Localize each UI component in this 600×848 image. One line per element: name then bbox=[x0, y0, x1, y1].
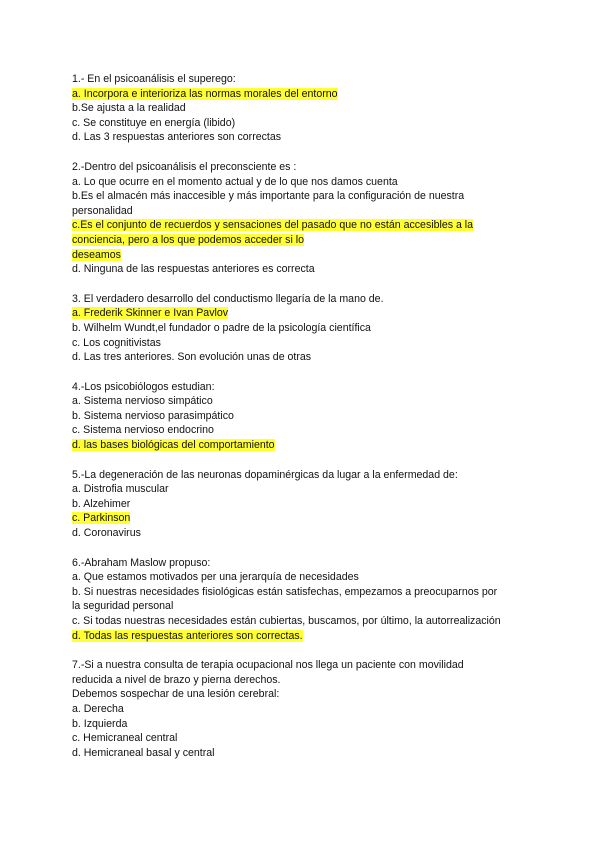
answer-option bbox=[72, 526, 512, 541]
answer-option-highlighted bbox=[72, 511, 512, 526]
answer-text: c. Si todas nuestras necesidades están cubiertas, buscamos, por último, la autorrealización bbox=[72, 615, 501, 627]
question-prompt: 7.-Si a nuestra consulta de terapia ocupacional nos llega un paciente con movilidad bbox=[72, 659, 464, 672]
answer-text: b. Izquierda bbox=[72, 717, 128, 730]
answer-option bbox=[72, 321, 512, 336]
answer-option bbox=[72, 746, 512, 761]
answer-option bbox=[72, 175, 512, 190]
answer-option bbox=[72, 497, 512, 512]
answer-text: d. Las tres anteriores. Son evolución unas de otras bbox=[72, 351, 312, 364]
question-prompt: reducida a nivel de brazo y pierna derechos. bbox=[72, 673, 281, 686]
answer-text: a. Incorpora e interioriza las normas morales del entorno bbox=[72, 87, 338, 100]
answer-option bbox=[72, 423, 512, 438]
answer-option bbox=[72, 130, 512, 145]
answer-text: c.Es el conjunto de recuerdos y sensaciones del pasado que no están accesibles a la bbox=[72, 219, 474, 232]
answer-option-highlighted bbox=[72, 233, 512, 248]
answer-text: la seguridad personal bbox=[72, 600, 174, 613]
answer-option bbox=[72, 189, 512, 204]
answer-option bbox=[72, 262, 512, 277]
question-prompt: 5.-La degeneración de las neuronas dopaminérgicas da lugar a la enfermedad de: bbox=[72, 468, 458, 481]
answer-option bbox=[72, 599, 512, 614]
answer-text: d. Las 3 respuestas anteriores son correctas bbox=[72, 131, 282, 144]
answer-option bbox=[72, 614, 512, 629]
question-2 bbox=[72, 160, 512, 277]
answer-option-highlighted bbox=[72, 629, 512, 644]
answer-option bbox=[72, 336, 512, 351]
answer-text: a. Frederik Skinner e Ivan Pavlov bbox=[72, 307, 229, 320]
question-prompt: 1.- En el psicoanálisis el superego: bbox=[72, 73, 236, 85]
answer-option bbox=[72, 702, 512, 717]
question-prompt: 2.-Dentro del psicoanálisis el preconsciente es : bbox=[72, 160, 297, 173]
answer-text: c. Sistema nervioso endocrino bbox=[72, 424, 214, 437]
question-prompt: 3. El verdadero desarrollo del conductismo llegaría de la mano de. bbox=[72, 292, 384, 305]
answer-text: c. Hemicraneal central bbox=[72, 732, 178, 745]
answer-option-highlighted bbox=[72, 438, 512, 453]
answer-text: b.Es el almacén más inaccesible y más importante para la configuración de nuestra bbox=[72, 190, 465, 203]
answer-option bbox=[72, 409, 512, 424]
answer-option bbox=[72, 394, 512, 409]
answer-text: b. Sistema nervioso parasimpático bbox=[72, 409, 234, 422]
question-4 bbox=[72, 380, 512, 453]
answer-text: d. Hemicraneal basal y central bbox=[72, 746, 215, 759]
answer-option-highlighted bbox=[72, 218, 512, 233]
answer-option bbox=[72, 482, 512, 497]
answer-text: a. Derecha bbox=[72, 702, 124, 715]
question-prompt: Debemos sospechar de una lesión cerebral: bbox=[72, 688, 280, 701]
answer-text: d. Todas las respuestas anteriores son correctas. bbox=[72, 629, 303, 642]
question-5 bbox=[72, 468, 512, 541]
answer-text: a. Lo que ocurre en el momento actual y de lo que nos damos cuenta bbox=[72, 175, 398, 188]
answer-option-highlighted bbox=[72, 306, 512, 321]
answer-text: b.Se ajusta a la realidad bbox=[72, 102, 186, 115]
question-prompt: 6.-Abraham Maslow propuso: bbox=[72, 556, 211, 569]
quiz-document bbox=[72, 72, 512, 775]
answer-option bbox=[72, 731, 512, 746]
answer-text: a. Distrofia muscular bbox=[72, 483, 169, 496]
answer-option bbox=[72, 717, 512, 732]
question-3 bbox=[72, 292, 512, 365]
answer-option bbox=[72, 350, 512, 365]
answer-text: d. las bases biológicas del comportamiento bbox=[72, 439, 275, 452]
answer-option bbox=[72, 116, 512, 131]
answer-text: personalidad bbox=[72, 204, 133, 217]
question-prompt: 4.-Los psicobiólogos estudian: bbox=[72, 380, 215, 393]
answer-text: b. Wilhelm Wundt,el fundador o padre de la psicología científica bbox=[72, 321, 371, 334]
question-7 bbox=[72, 658, 512, 760]
answer-option bbox=[72, 585, 512, 600]
answer-text: d. Coronavirus bbox=[72, 527, 141, 540]
answer-option-highlighted bbox=[72, 248, 512, 263]
answer-option bbox=[72, 101, 512, 116]
answer-text: conciencia, pero a los que podemos acceder si lo bbox=[72, 233, 305, 246]
answer-text: c. Se constituye en energía (libido) bbox=[72, 116, 236, 129]
answer-text: b. Si nuestras necesidades fisiológicas están satisfechas, empezamos a preocuparnos por bbox=[72, 585, 498, 598]
answer-text: d. Ninguna de las respuestas anteriores es correcta bbox=[72, 263, 315, 276]
answer-text: c. Parkinson bbox=[72, 512, 131, 525]
question-6 bbox=[72, 556, 512, 644]
answer-text: a. Sistema nervioso simpático bbox=[72, 395, 213, 408]
answer-text: b. Alzehimer bbox=[72, 497, 131, 510]
answer-option bbox=[72, 570, 512, 585]
answer-text: c. Los cognitivistas bbox=[72, 336, 161, 349]
answer-text: deseamos bbox=[72, 248, 121, 261]
answer-text: a. Que estamos motivados per una jerarquía de necesidades bbox=[72, 571, 359, 584]
question-1 bbox=[72, 72, 512, 145]
answer-option-highlighted bbox=[72, 87, 512, 102]
answer-option bbox=[72, 204, 512, 219]
